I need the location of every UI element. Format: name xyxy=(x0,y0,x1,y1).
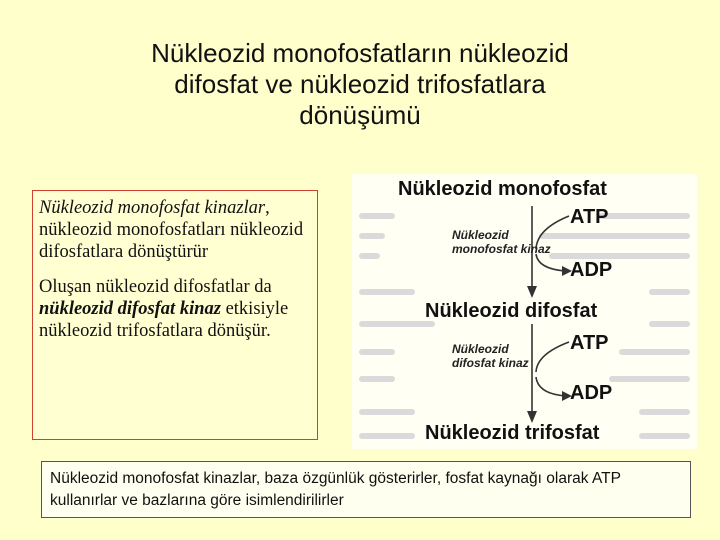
title-line-2: difosfat ve nükleozid trifosfatlara xyxy=(174,69,546,99)
title-line-1: Nükleozid monofosfatların nükleozid xyxy=(151,38,569,68)
atp-label-1: ATP xyxy=(570,206,609,228)
title-line-3: dönüşümü xyxy=(299,100,421,130)
explanation-box xyxy=(32,190,318,440)
atp-label-2: ATP xyxy=(570,332,609,354)
reaction-diagram xyxy=(352,174,697,449)
compound-nucleoside-triphosphate: Nükleozid trifosfat xyxy=(425,422,600,444)
paragraph-2-start: Oluşan nükleozid difosfatlar da xyxy=(39,277,272,297)
enzyme-label-1 xyxy=(452,228,551,256)
compound-nucleoside-diphosphate: Nükleozid difosfat xyxy=(425,300,598,322)
compound-nucleoside-monophosphate: Nükleozid monofosfat xyxy=(398,178,607,200)
paragraph-2-rest: etkisiyle nükleozid trifosfatlara dönüşür. xyxy=(39,299,289,341)
enzyme-2-line-1: Nükleozid xyxy=(452,342,509,356)
enzyme-1-line-2: monofosfat kinaz xyxy=(452,242,551,256)
summary-box xyxy=(41,461,691,518)
paragraph-1-rest: , nükleozid monofosfatları nükleozid difosfatlara dönüştürür xyxy=(39,198,304,262)
enzyme-1-line-1: Nükleozid xyxy=(452,228,509,242)
slide-title xyxy=(60,38,660,131)
paragraph-monophosphate-kinase xyxy=(39,197,311,263)
enzyme-term-2: nükleozid difosfat kinaz xyxy=(39,299,221,319)
paragraph-diphosphate-kinase xyxy=(39,276,311,342)
adp-label-1: ADP xyxy=(570,259,613,281)
enzyme-term-1: Nükleozid monofosfat kinazlar xyxy=(39,198,266,218)
enzyme-2-line-2: difosfat kinaz xyxy=(452,356,529,370)
summary-text: Nükleozid monofosfat kinazlar, baza özgünlük gösterirler, fosfat kaynağı olarak ATP kullanırlar ve bazlarına göre isimlendirilirler xyxy=(50,470,621,509)
enzyme-label-2 xyxy=(452,342,529,370)
adp-label-2: ADP xyxy=(570,382,613,404)
